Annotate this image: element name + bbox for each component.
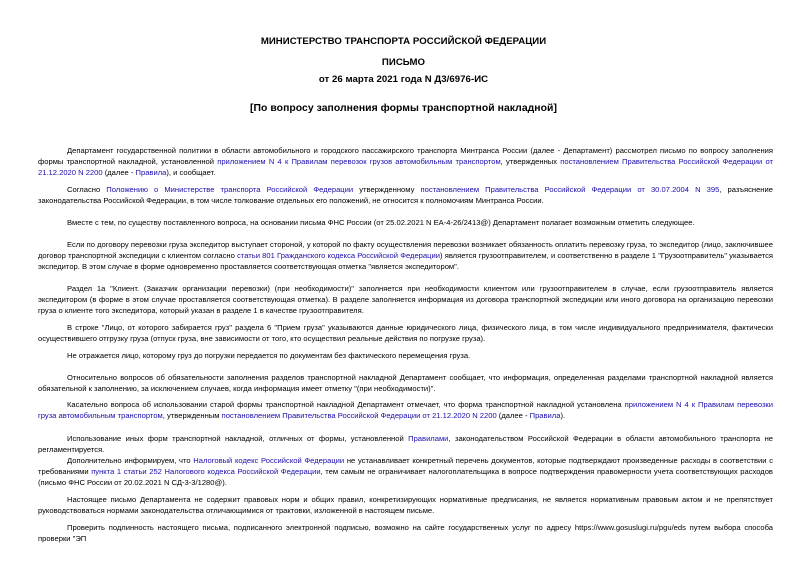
paragraph-8 — [38, 372, 773, 394]
paragraph-text: В строке "Лицо, от которого забирается груз" раздела 6 "Прием груза" указываются данные юридического лица, физического лица, в том числе индивидуального предпринимателя, фактически осуществившего отгрузку груза (отпуск груза, вне зависимости от того, кто осуществил реальные действия по погрузке груза). — [38, 323, 773, 344]
paragraph-text: , утвержденным — [162, 411, 222, 421]
law-reference-link[interactable]: постановлением Правительства Российской Федерации от 21.12.2020 N 2200 — [38, 157, 773, 178]
paragraph-text: Касательно вопроса об использовании старой формы транспортной накладной Департамент отмечает, что форма транспортной накладной установлена — [67, 400, 625, 409]
paragraph-1 — [38, 145, 773, 178]
paragraph-text: , законодательством Российской Федерации в области автомобильного транспорта не регламентируется. — [38, 434, 773, 455]
law-reference-link[interactable]: статьи 801 Гражданского кодекса Российской Федерации — [237, 251, 440, 261]
paragraph-4 — [38, 239, 773, 272]
document-type: ПИСЬМО — [381, 57, 426, 68]
paragraph-9 — [38, 399, 773, 421]
law-reference-link[interactable]: Правила — [529, 411, 561, 421]
paragraph-text: Дополнительно информируем, что — [67, 456, 194, 465]
paragraph-6 — [38, 322, 773, 344]
paragraph-text: Относительно вопросов об обязательности заполнения разделов транспортной накладной Департамент сообщает, что информация, определенная разделами транспортной накладной является обязательной к заполнению, за исключением случаев, когда информация имеет отметку "(при необходимости)". — [38, 373, 773, 394]
paragraph-text: , утвержденных — [500, 157, 561, 167]
paragraph-10 — [38, 433, 773, 455]
paragraph-3 — [38, 217, 773, 228]
paragraph-text: Не отражается лицо, которому груз до погрузки передается по документам без фактического перемещения груза. — [67, 351, 471, 360]
paragraph-text: Если по договору перевозки груза экспедитор выступает стороной, у которой по факту осуществления перевозки возникает обязанность оплатить перевозку груза, то экспедитор (лицо, заключившее договор транспортной экспедиции с клиентом согласно — [38, 240, 773, 261]
document-subject: [По вопросу заполнения формы транспортной накладной] — [250, 103, 557, 114]
paragraph-text: , разъяснение законодательства Российской Федерации, в том числе толкование отдельных его положений, не относится к полномочиям Минтранса России. — [38, 185, 773, 206]
paragraph-text: ), и сообщает. — [166, 168, 216, 178]
paragraph-text: Согласно — [67, 185, 107, 194]
paragraph-text: ) является грузоотправителем, и соответственно в разделе 1 "Грузоотправитель" указывается экспедитор. В этом случае в форме одновременно проставляется соответствующая отметка "является экспедитором". — [38, 251, 773, 272]
paragraph-text: Проверить подлинность настоящего письма, подписанного электронной подписью, возможно на сайте государственных услуг по адресу https://www.gosuslugi.ru/pgu/eds путем выбора способа проверки "ЭП — [38, 523, 773, 544]
paragraph-text: Настоящее письмо Департамента не содержит правовых норм и общих правил, конкретизирующих нормативные предписания, не является нормативным правовым актом и не препятствует руководствоваться нормами законодательства отличающимися от трактовки, изложенной в настоящем письме. — [38, 495, 773, 516]
paragraph-2 — [38, 184, 773, 206]
law-reference-link[interactable]: пункта 1 статьи 252 Налогового кодекса Российской Федерации — [91, 467, 321, 477]
paragraph-text: (далее - — [102, 168, 136, 178]
paragraph-text: Раздел 1а "Клиент. (Заказчик организации перевозки) (при необходимости)" заполняется при необходимости клиентом или грузоотправителем в случае, если грузоотправитель является экспедитором (в форме в этом случае проставляется соответствующая отметка). В разделе заполняется информация из договора транспортной экспедиции или иного договора на организацию перевозки груза о клиенте того экспедитора, который указан в разделе 1 в качестве грузоотправителя. — [38, 284, 773, 316]
paragraph-text: Использование иных форм транспортной накладной, отличных от формы, установленной — [67, 434, 409, 443]
law-reference-link[interactable]: постановлением Правительства Российской Федерации от 21.12.2020 N 2200 — [221, 411, 497, 421]
paragraph-12 — [38, 494, 773, 516]
law-reference-link[interactable]: Правилами — [408, 434, 449, 443]
paragraph-text: не устанавливает конкретный перечень документов, которые подтверждают произведенные расходы в соответствии с требованиями — [38, 456, 773, 477]
law-reference-link[interactable]: постановлением Правительства Российской Федерации от 30.07.2004 N 395 — [420, 185, 720, 194]
law-reference-link[interactable]: приложением N 4 к Правилам перевозки груза автомобильным транспортом — [38, 400, 774, 421]
paragraph-7 — [38, 350, 773, 361]
paragraph-text: утвержденному — [353, 185, 421, 194]
paragraph-11 — [38, 455, 773, 488]
law-reference-link[interactable]: Положению о Министерстве транспорта Российской Федерации — [106, 185, 354, 194]
paragraph-13 — [38, 522, 773, 544]
law-reference-link[interactable]: Правила — [135, 168, 167, 178]
paragraph-text: (далее - — [496, 411, 530, 421]
paragraph-text: Вместе с тем, по существу поставленного вопроса, на основании письма ФНС России (от 25.02.2021 N ЕА-4-26/2413@) Департамент полагает возможным отметить следующее. — [67, 218, 695, 227]
document-date-number: от 26 марта 2021 года N Д3/6976-ИС — [318, 74, 489, 85]
paragraph-text: , тем самым не ограничивает налогоплательщика в вопросе подтверждения правомерности учета соответствующих расходов (письмо ФНС России от 20.02.2021 N СД-3-3/1280@). — [38, 467, 773, 488]
law-reference-link[interactable]: Налоговый кодекс Российской Федерации — [193, 456, 345, 465]
paragraph-text: ). — [560, 411, 566, 421]
paragraph-text: Департамент государственной политики в области автомобильного и городского пассажирского транспорта Минтранса России (далее - Департамент) рассмотрел письмо по вопросу заполнения формы транспортной накладной, установленной — [38, 146, 773, 167]
ministry-title: МИНИСТЕРСТВО ТРАНСПОРТА РОССИЙСКОЙ ФЕДЕРАЦИИ — [260, 36, 547, 47]
law-reference-link[interactable]: приложением N 4 к Правилам перевозок грузов автомобильным транспортом — [217, 157, 501, 167]
paragraph-5 — [38, 283, 773, 316]
